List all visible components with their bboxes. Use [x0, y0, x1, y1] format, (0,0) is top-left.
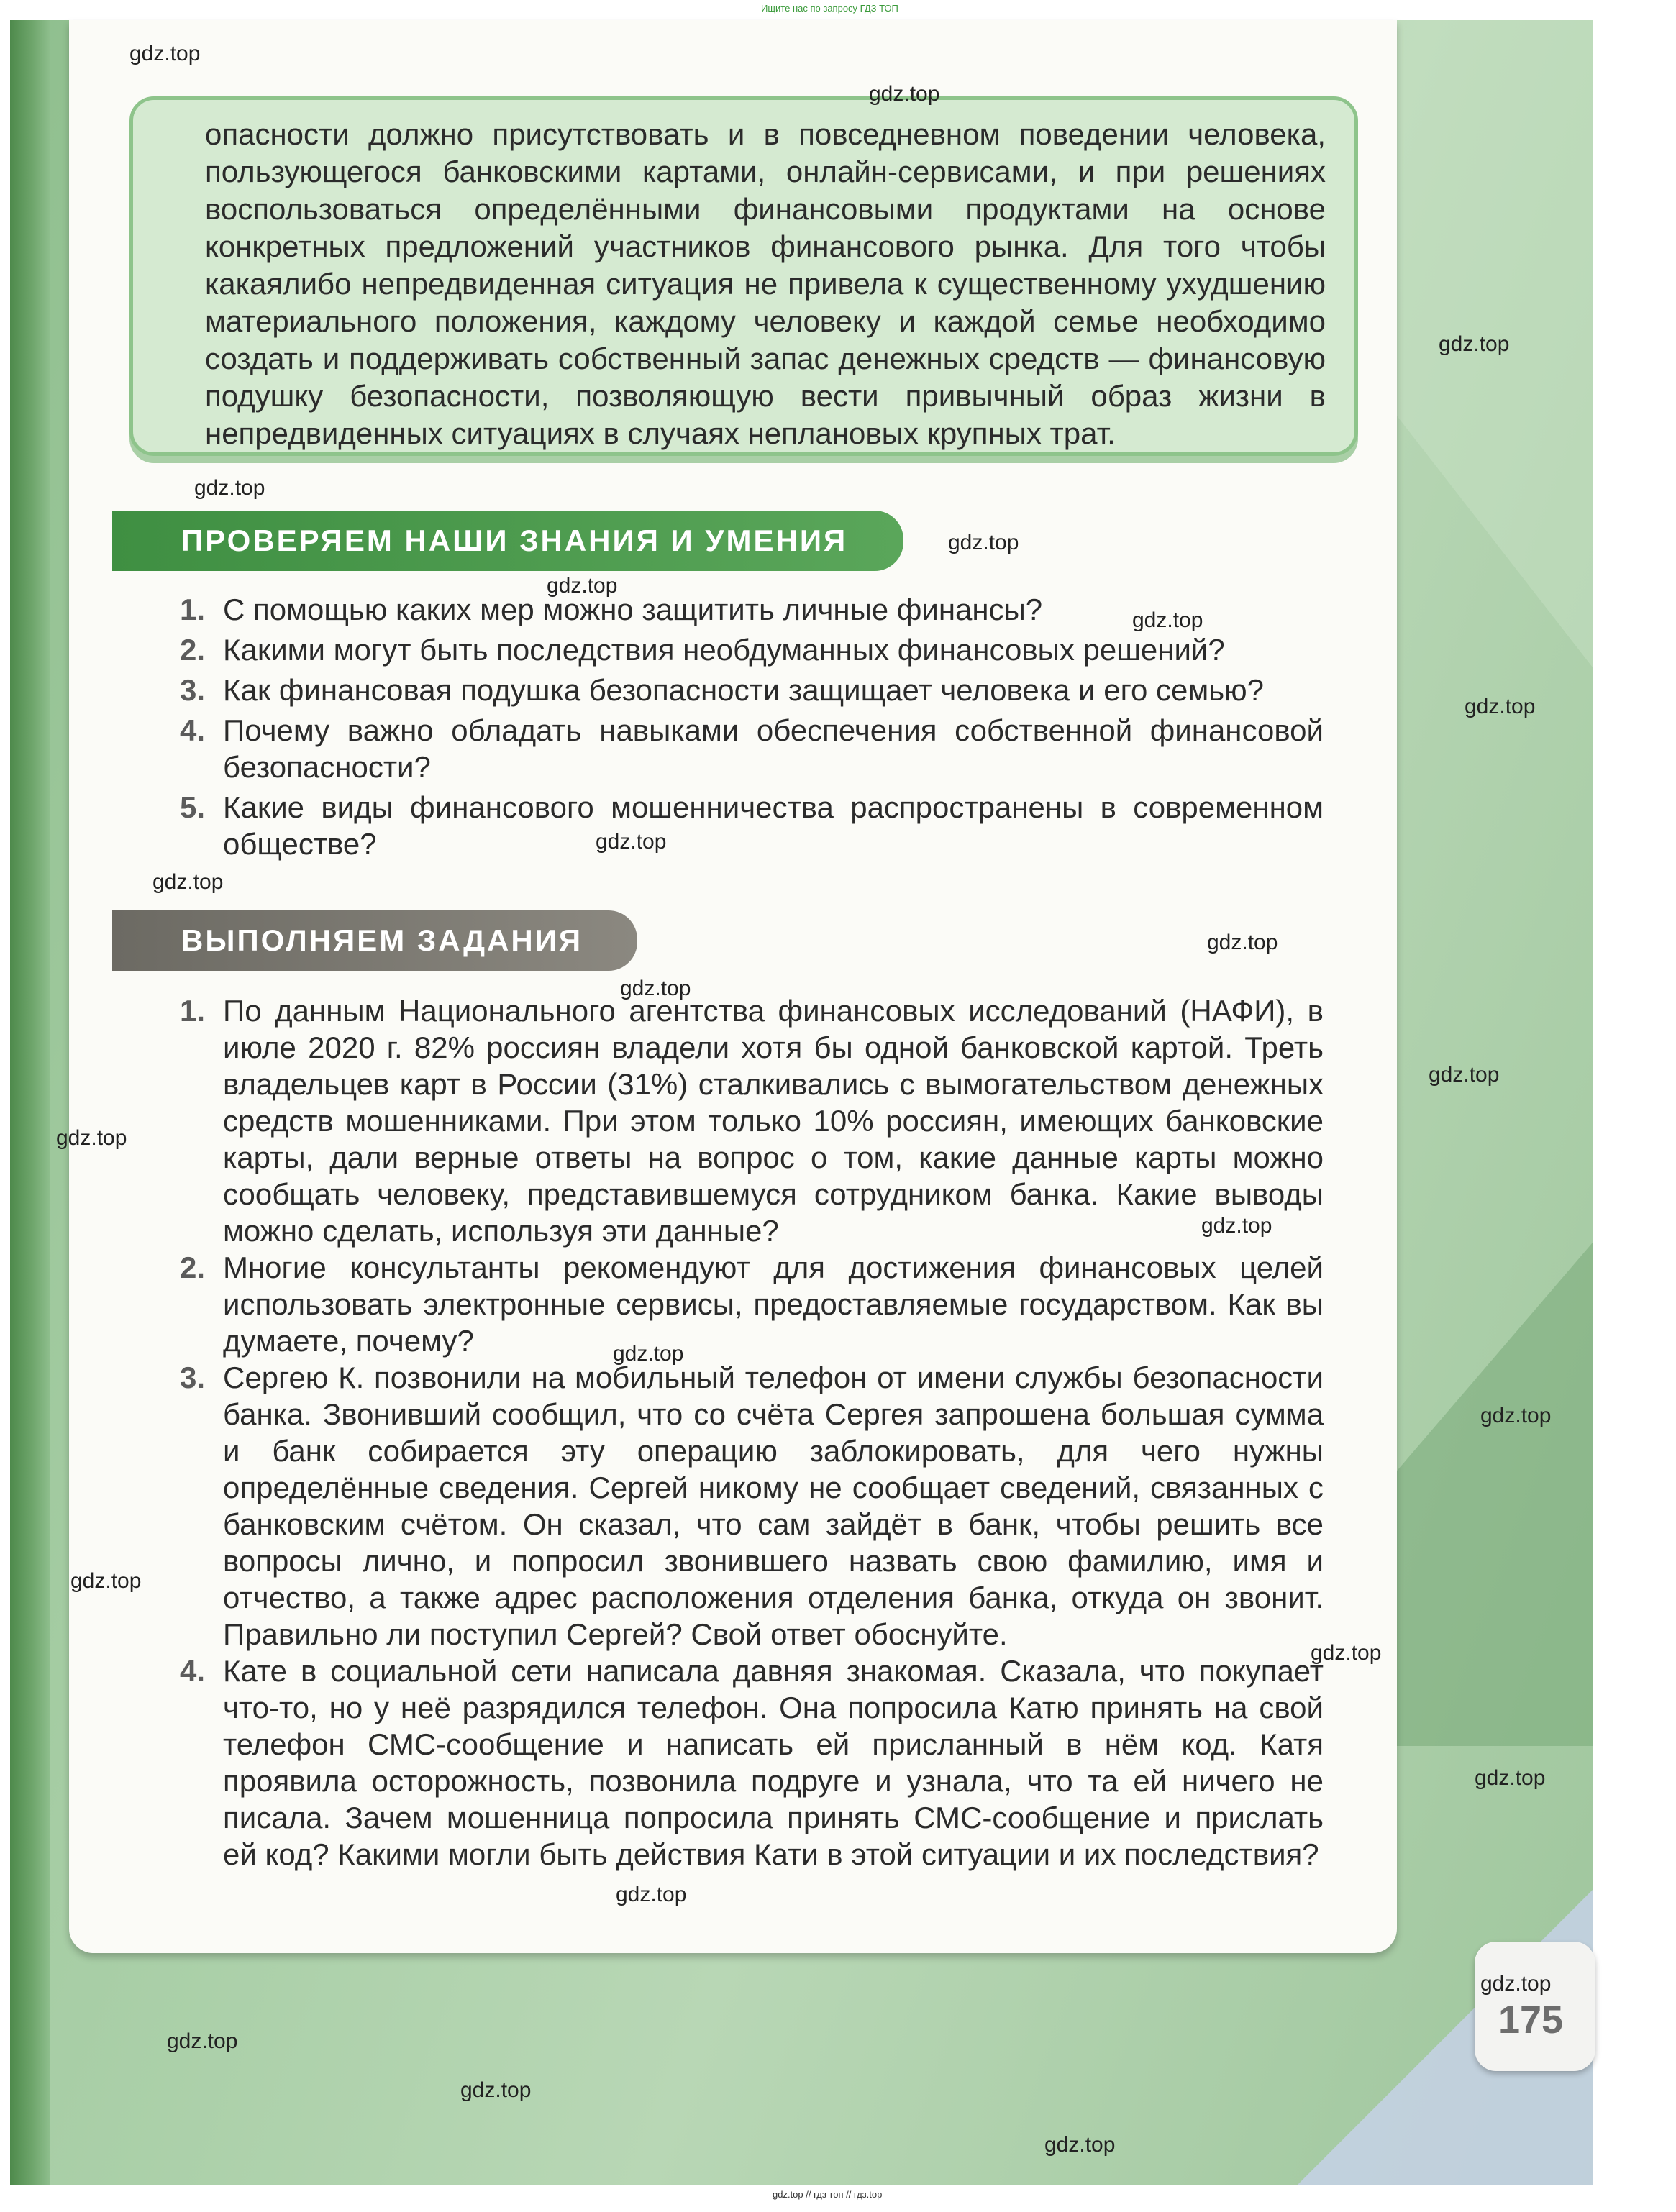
section-tasks-title: ВЫПОЛНЯЕМ ЗАДАНИЯ [181, 923, 583, 957]
info-box [129, 96, 1358, 456]
task-item [180, 992, 1324, 1249]
watermark: gdz.top [547, 574, 618, 598]
watermark: gdz.top [1439, 332, 1510, 356]
footer-note: gdz.top // гдз топ // гдз.top [773, 2189, 883, 2200]
book-spine [10, 20, 50, 2185]
section-tasks-banner [112, 910, 637, 971]
question-text: С помощью каких мер можно защитить личные финансы? [223, 593, 1043, 626]
watermark: gdz.top [620, 977, 691, 1000]
question-item [180, 789, 1324, 862]
watermark: gdz.top [129, 42, 201, 65]
task-item [180, 1359, 1324, 1653]
watermark: gdz.top [1132, 608, 1203, 632]
watermark: gdz.top [1311, 1641, 1382, 1665]
section-check-title: ПРОВЕРЯЕМ НАШИ ЗНАНИЯ И УМЕНИЯ [181, 524, 848, 557]
page-number: 175 [1498, 1998, 1564, 2042]
task-text: Сергею К. позвонили на мобильный телефон от имени службы безопасности банка. Звонивший сообщил, что со счёта Сергея запрошена большая сумма и банк собирается эту операцию заблокировать, для чего нужны определённые сведения. Сергей никому не сообщает сведений, связанных с банковским счётом. Он сказал, что сам зайдёт в банк, чтобы решить все вопросы лично, и попросил звонившего назвать свою фамилию, имя и отчество, а также адрес расположения отделения банка, откуда он звонит. Правильно ли поступил Сергей? Свой ответ обоснуйте. [223, 1361, 1324, 1651]
task-number: 4. [180, 1654, 206, 1688]
header-note: Ищите нас по запросу ГДЗ ТОП [761, 3, 898, 14]
question-text: Почему важно обладать навыками обеспечения собственной финансовой безопасности? [223, 713, 1324, 784]
question-item [180, 672, 1324, 708]
question-item [180, 712, 1324, 785]
question-text: Какие виды финансового мошенничества распространены в современном обществе? [223, 790, 1324, 861]
watermark: gdz.top [596, 830, 667, 854]
task-item [180, 1249, 1324, 1359]
watermark: gdz.top [1465, 695, 1536, 718]
question-text: Какими могут быть последствия необдуманных финансовых решений? [223, 633, 1225, 667]
section-check-banner [112, 511, 903, 571]
watermark: gdz.top [869, 82, 940, 106]
question-text: Как финансовая подушка безопасности защищает человека и его семью? [223, 673, 1264, 707]
watermark: gdz.top [1480, 1972, 1552, 1996]
watermark: gdz.top [1207, 931, 1278, 954]
task-text: Кате в социальной сети написала давняя знакомая. Сказала, что покупает что-то, но у неё разрядился телефон. Она попросила Катю принять на свой телефон СМС-сообщение и написать ей присланный в нём код. Катя проявила осторожность, позвонила подруге и узнала, что та ей ничего не писала. Зачем мошенница попросила принять СМС-сообщение и прислать ей код? Какими могли быть действия Кати в этой ситуации и их последствия? [223, 1654, 1324, 1871]
watermark: gdz.top [167, 2029, 238, 2053]
question-number: 5. [180, 790, 206, 824]
watermark: gdz.top [1475, 1766, 1546, 1790]
watermark: gdz.top [948, 531, 1019, 554]
question-number: 2. [180, 633, 206, 667]
watermark: gdz.top [152, 870, 224, 894]
task-number: 1. [180, 994, 206, 1028]
task-number: 3. [180, 1361, 206, 1394]
task-text: Многие консультанты рекомендуют для достижения финансовых целей использовать электронные сервисы, предоставляемые государством. Как вы думаете, почему? [223, 1251, 1324, 1358]
watermark: gdz.top [1044, 2133, 1116, 2157]
question-number: 4. [180, 713, 206, 747]
info-paragraph: опасности должно присутствовать и в повседневном поведении человека, пользующегося банковскими картами, онлайн-сервисами, и при решениях воспользоваться определёнными финансовыми продуктами на основе конкретных предложений участников финансового рынка. Для того чтобы какаялибо непредвиденная ситуация не привела к существенному ухудшению материального положения, каждому человеку и каждой семье необходимо создать и поддерживать собственный запас денежных средств — финансовую подушку безопасности, позволяющую вести привычный образ жизни в непредвиденных ситуациях в случаях неплановых крупных трат. [205, 117, 1326, 450]
task-number: 2. [180, 1251, 206, 1284]
watermark: gdz.top [194, 476, 265, 500]
task-text: По данным Национального агентства финансовых исследований (НАФИ), в июле 2020 г. 82% россиян владели хотя бы одной банковской картой. Треть владельцев карт в России (31%) сталкивались с вымогательством денежных средств мошенниками. При этом только 10% россиян, имеющих банковские карты, дали верные ответы на вопрос о том, какие данные карты можно сообщать человеку, представившемуся сотрудником банка. Какие выводы можно сделать, используя эти данные? [223, 994, 1324, 1248]
task-item [180, 1653, 1324, 1873]
watermark: gdz.top [1201, 1214, 1272, 1238]
watermark: gdz.top [616, 1883, 687, 1906]
question-number: 3. [180, 673, 206, 707]
watermark: gdz.top [70, 1569, 142, 1593]
watermark: gdz.top [460, 2078, 532, 2102]
tasks-list [180, 992, 1324, 1873]
watermark: gdz.top [56, 1126, 127, 1150]
question-number: 1. [180, 593, 206, 626]
watermark: gdz.top [1480, 1404, 1552, 1427]
watermark: gdz.top [1429, 1063, 1500, 1087]
question-item [180, 631, 1324, 668]
watermark: gdz.top [613, 1342, 684, 1366]
